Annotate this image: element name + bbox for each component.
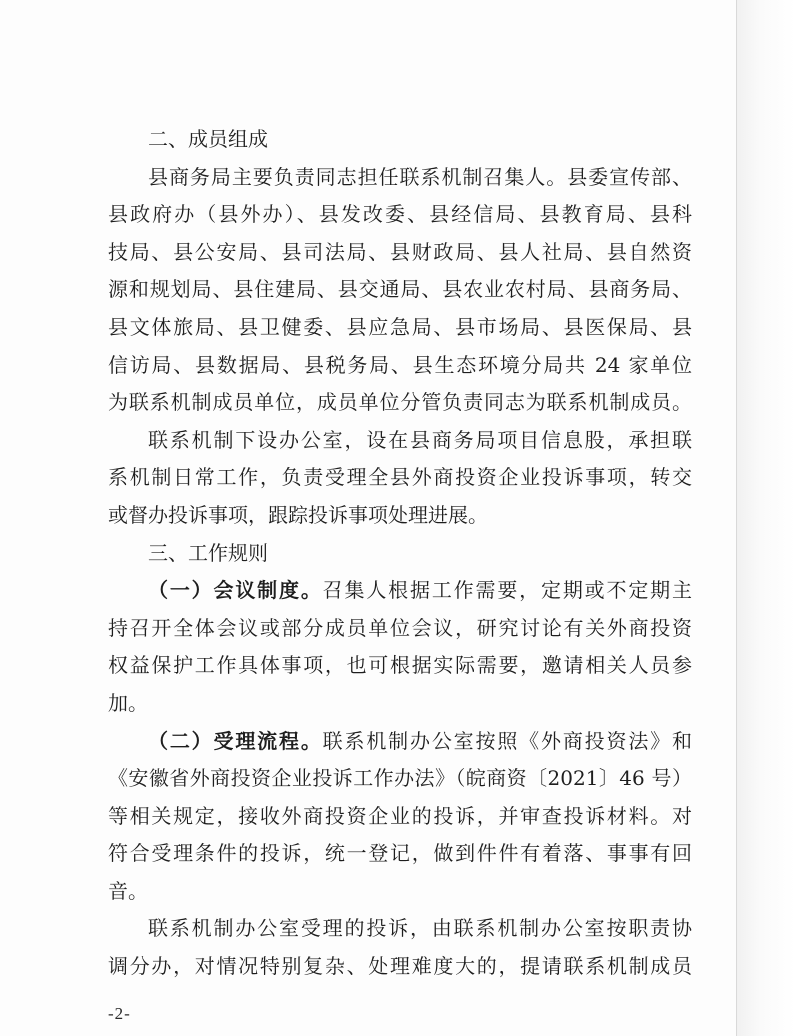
text-line: 《安徽省外商投资企业投诉工作办法》（皖商资〔2021〕46 号） xyxy=(108,766,692,791)
text-line xyxy=(108,723,692,761)
text-line: 调分办，对情况特别复杂、处理难度大的，提请联系机制成员 xyxy=(108,954,692,979)
text-line: 持召开全体会议或部分成员单位会议，研究讨论有关外商投资 xyxy=(108,615,692,640)
text-span: 召集人根据工作需要，定期或不定期主 xyxy=(322,578,693,603)
page-number: -2- xyxy=(108,1004,131,1023)
text-line: 权益保护工作具体事项，也可根据实际需要，邀请相关人员参 xyxy=(108,653,692,678)
text-line: 系机制日常工作，负责受理全县外商投资企业投诉事项，转交 xyxy=(108,465,692,490)
text-span: 联系机制办公室按照《外商投资法》和 xyxy=(322,728,693,753)
text-line: 加。 xyxy=(108,690,148,715)
section-heading: 二、成员组成 xyxy=(148,127,268,151)
scan-page-edge-line xyxy=(736,0,737,1036)
text-line: 县政府办（县外办）、县发改委、县经信局、县教育局、县科 xyxy=(108,202,692,227)
text-line: 县商务局主要负责同志担任联系机制召集人。县委宣传部、 xyxy=(148,164,692,189)
text-line: 符合受理条件的投诉，统一登记，做到件件有着落、事事有回 xyxy=(108,841,692,866)
text-line: 或督办投诉事项，跟踪投诉事项处理进展。 xyxy=(108,502,488,527)
text-line: 县文体旅局、县卫健委、县应急局、县市场局、县医保局、县 xyxy=(108,314,692,339)
scan-page-edge-shadow xyxy=(737,0,795,1036)
document-body xyxy=(108,121,692,986)
text-line: 源和规划局、县住建局、县交通局、县农业农村局、县商务局、 xyxy=(108,277,692,302)
text-line: 音。 xyxy=(108,878,148,903)
text-line: 信访局、县数据局、县税务局、县生态环境分局共 24 家单位 xyxy=(108,352,692,377)
text-line: 为联系机制成员单位，成员单位分管负责同志为联系机制成员。 xyxy=(108,390,692,415)
text-line: 联系机制办公室受理的投诉，由联系机制办公室按职责协 xyxy=(148,916,692,941)
text-line: 联系机制下设办公室，设在县商务局项目信息股，承担联 xyxy=(148,427,692,452)
section-heading: 三、工作规则 xyxy=(148,540,268,565)
rule-title: （二）受理流程。 xyxy=(148,728,323,753)
text-line: 技局、县公安局、县司法局、县财政局、县人社局、县自然资 xyxy=(108,239,692,264)
rule-title: （一）会议制度。 xyxy=(148,578,323,603)
text-line: 等相关规定，接收外商投资企业的投诉，并审查投诉材料。对 xyxy=(108,803,692,828)
text-line xyxy=(108,572,692,610)
